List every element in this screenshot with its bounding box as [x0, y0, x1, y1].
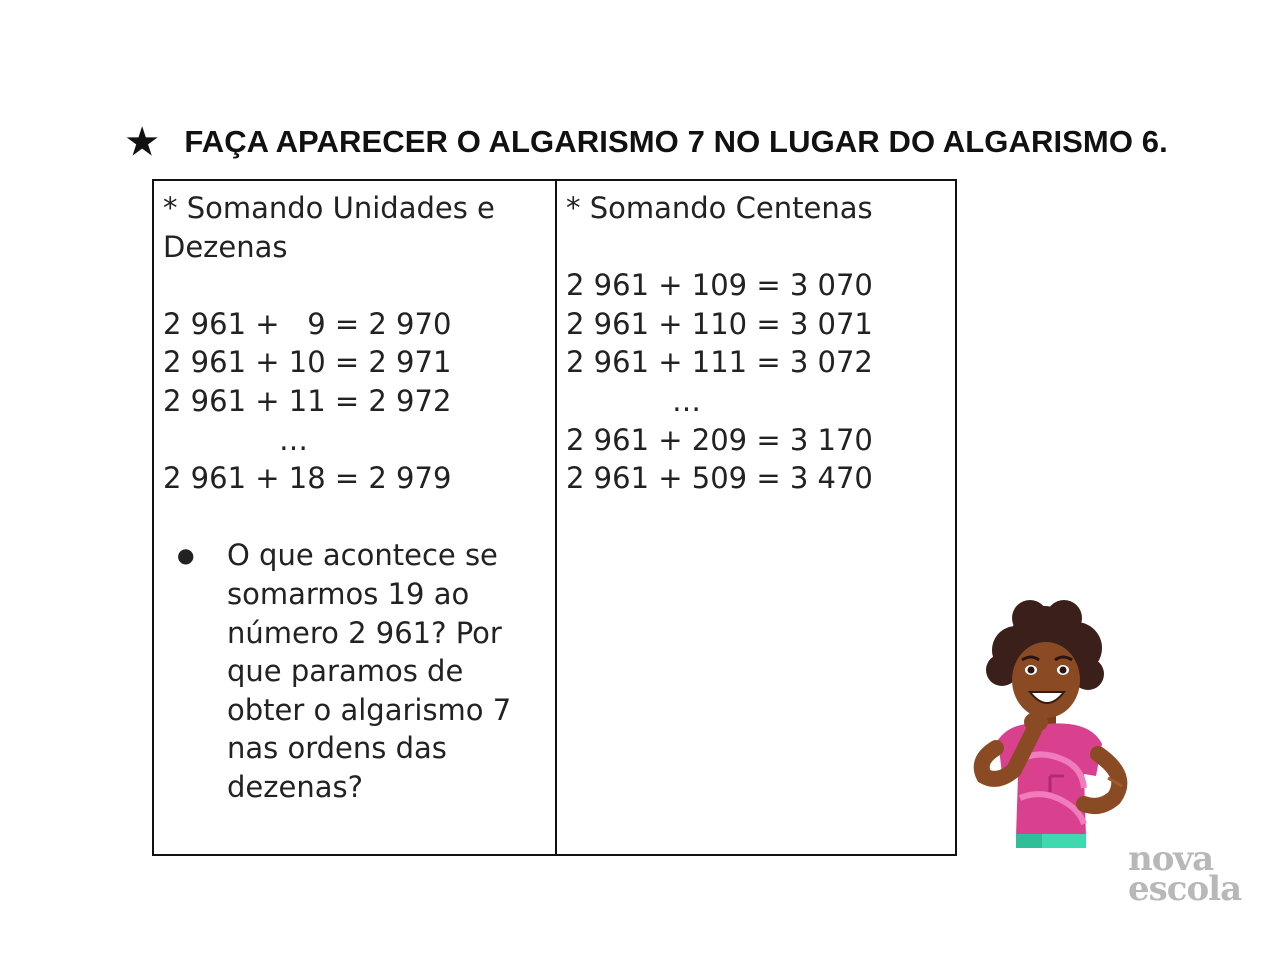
question-bullet — [163, 536, 547, 806]
question-line: O que acontece se — [227, 538, 498, 573]
title-text: FAÇA APARECER O ALGARISMO 7 NO LUGAR DO ALGARISMO 6. — [184, 124, 1168, 159]
question-line: que paramos de — [227, 654, 464, 689]
right-column — [556, 180, 956, 855]
right-equation: 2 961 + 111 = 3 072 — [566, 345, 873, 380]
logo-line1: nova — [1128, 839, 1214, 879]
left-equation: 2 961 + 9 = 2 970 — [163, 306, 452, 341]
nova-escola-logo — [1128, 839, 1242, 909]
question-line: nas ordens das — [227, 731, 447, 766]
right-equation: 2 961 + 509 = 3 470 — [566, 461, 873, 496]
question-line: obter o algarismo 7 — [227, 692, 512, 727]
left-ellipsis: … — [279, 422, 308, 457]
question-line: número 2 961? Por — [227, 615, 502, 650]
page-title — [126, 120, 1226, 164]
right-ellipsis: … — [672, 383, 701, 418]
face — [1012, 642, 1080, 718]
exercise-table — [152, 179, 957, 856]
thinking-girl-illustration — [972, 598, 1144, 853]
left-column — [153, 180, 556, 855]
right-equation: 2 961 + 109 = 3 070 — [566, 268, 873, 303]
left-last-equation: 2 961 + 18 = 2 979 — [163, 461, 452, 496]
star-icon: ★ — [126, 121, 159, 162]
right-equation: 2 961 + 209 = 3 170 — [566, 422, 873, 457]
bullet-icon: ● — [177, 543, 195, 568]
question-line: somarmos 19 ao — [227, 576, 470, 611]
right-equation: 2 961 + 110 = 3 071 — [566, 306, 873, 341]
left-equation: 2 961 + 10 = 2 971 — [163, 345, 452, 380]
left-equation: 2 961 + 11 = 2 972 — [163, 383, 452, 418]
left-heading-line2: Dezenas — [163, 229, 288, 264]
question-text — [227, 536, 527, 806]
question-line: dezenas? — [227, 769, 363, 804]
right-heading: * Somando Centenas — [566, 191, 873, 225]
logo-line2: escola — [1128, 869, 1242, 909]
left-heading-line1: * Somando Unidades e — [163, 191, 495, 225]
